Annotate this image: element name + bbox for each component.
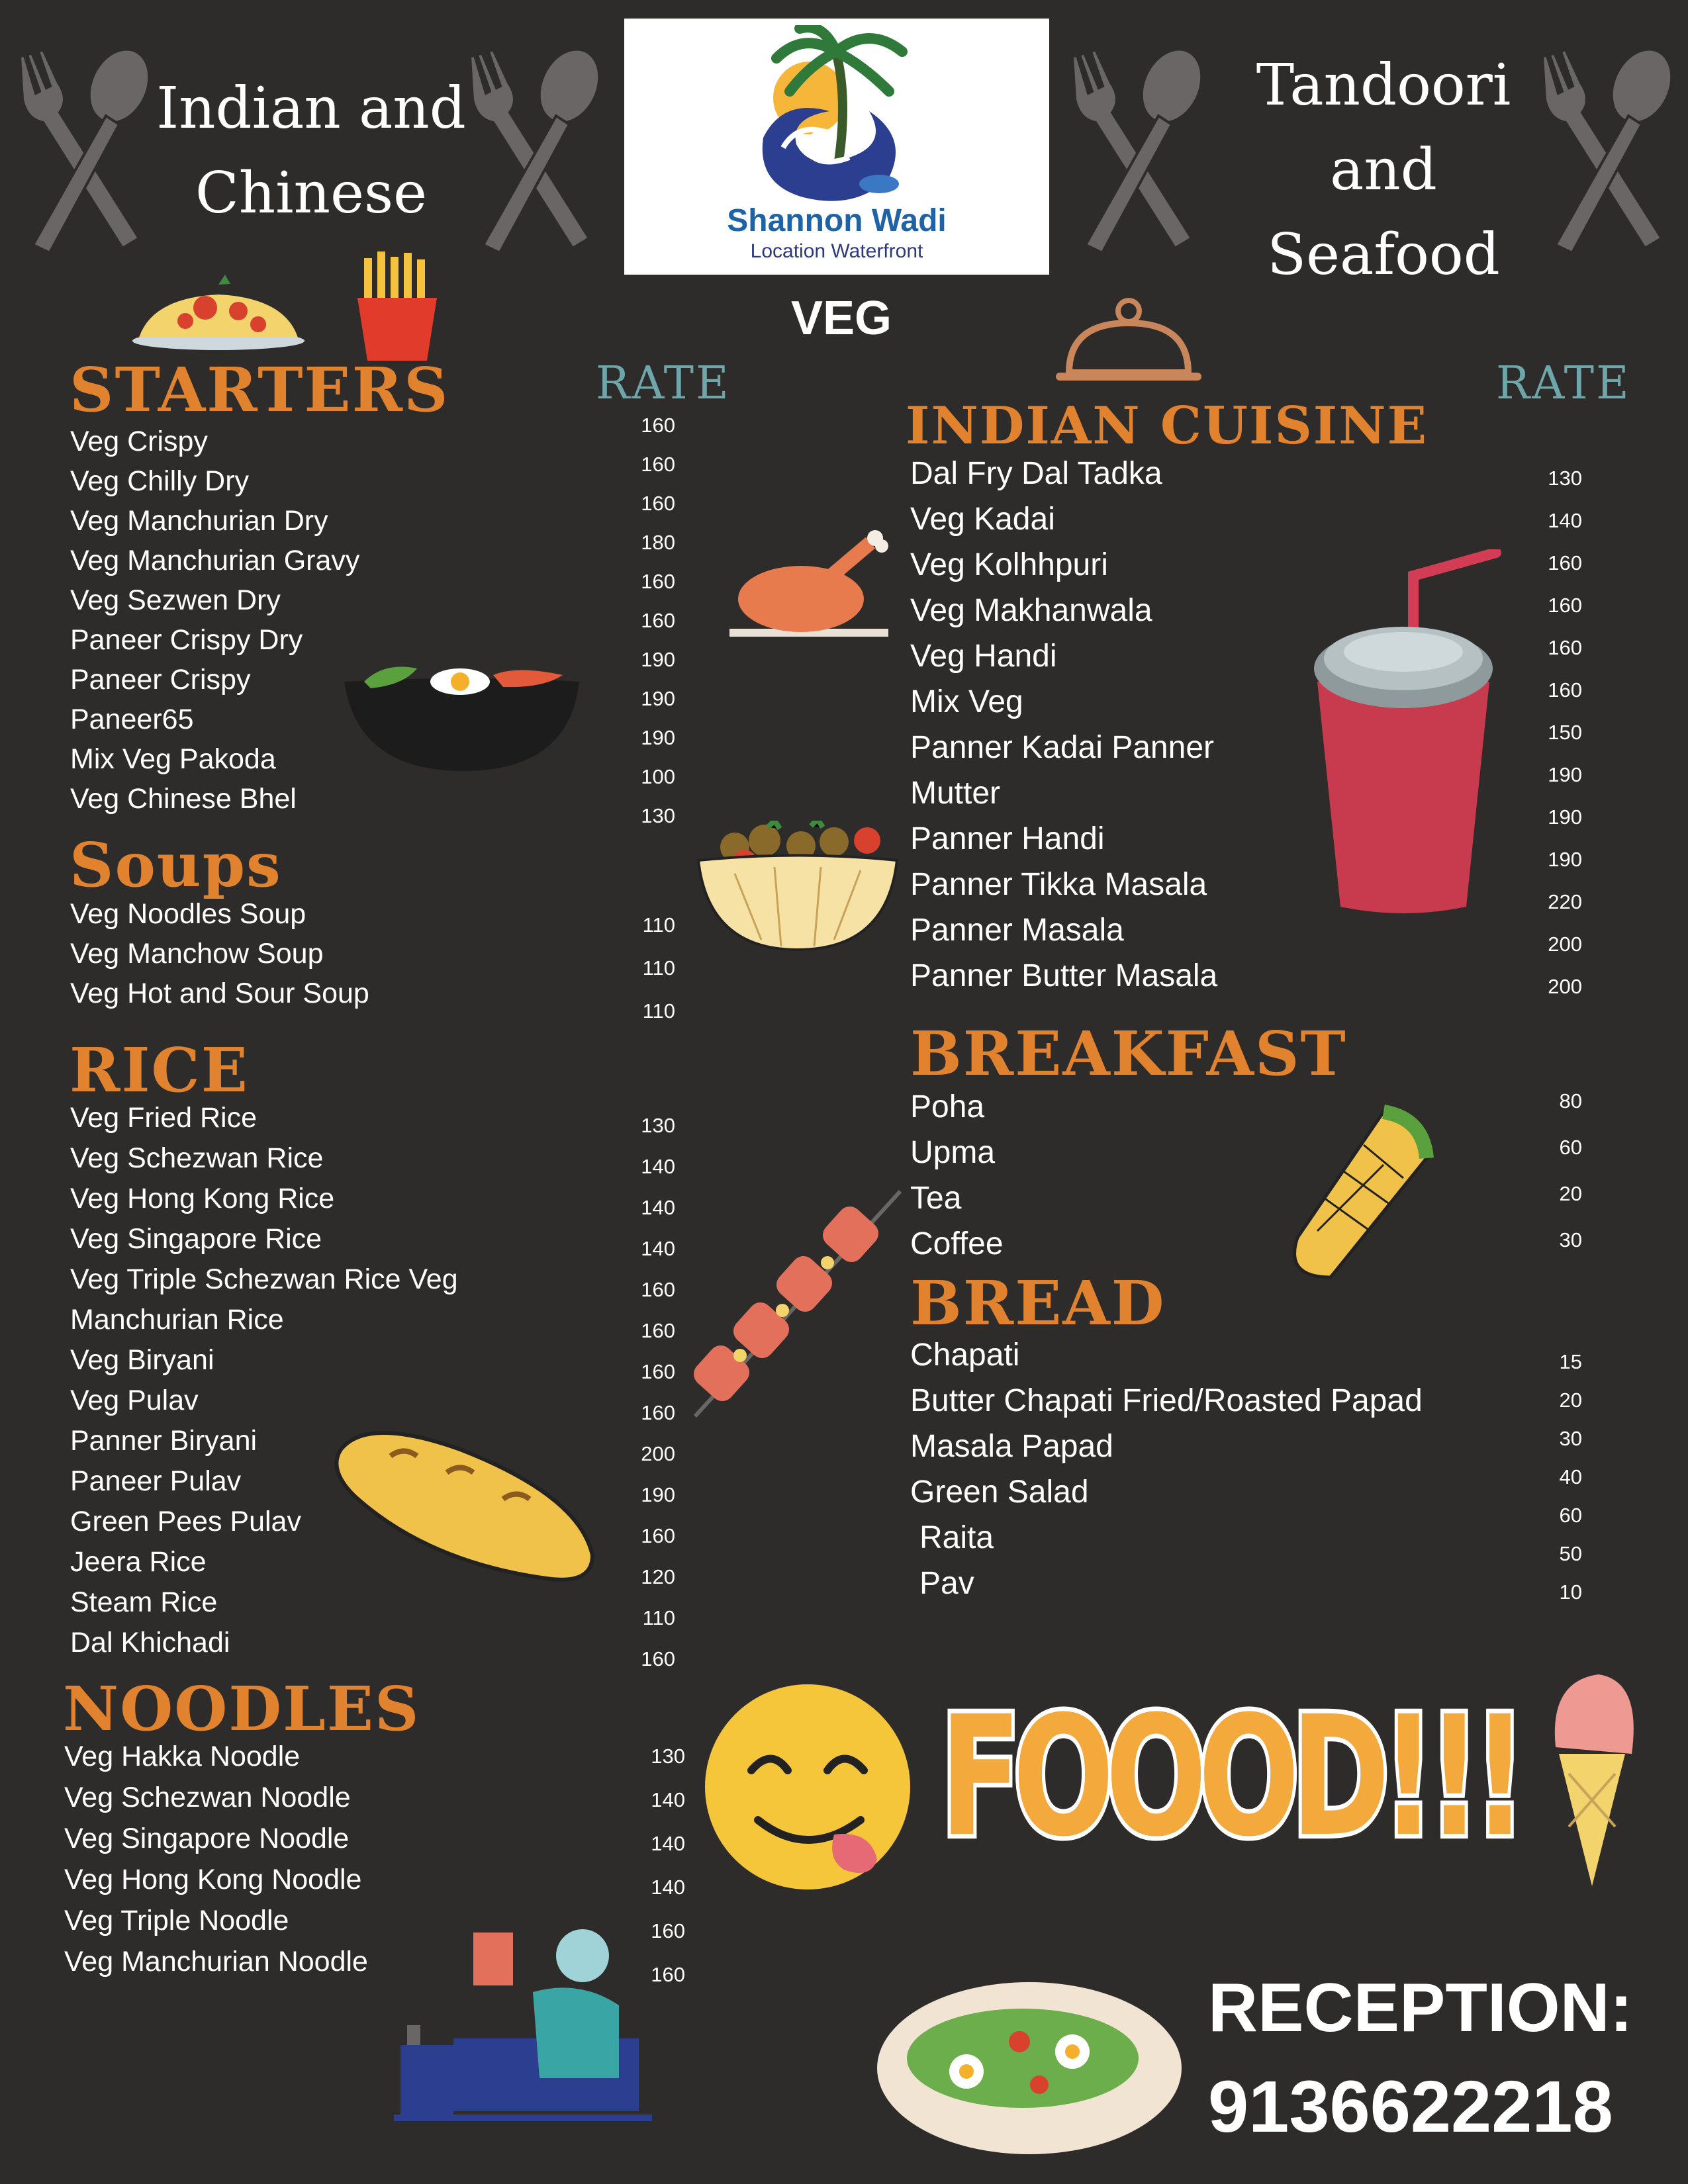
rate-header-right: RATE xyxy=(1496,357,1631,410)
soups-title: Soups xyxy=(70,829,282,901)
menu-item-name: Veg Handi xyxy=(910,639,1057,674)
burrito-icon xyxy=(1271,1092,1443,1284)
kebab-skewer-icon xyxy=(688,1185,907,1423)
right-title-line2: and xyxy=(1330,137,1437,203)
menu-item-name: Panner Kadai Panner xyxy=(910,730,1214,765)
menu-item-price: 190 xyxy=(1548,805,1582,829)
menu-item-price: 160 xyxy=(641,414,675,437)
veggie-bowl-icon xyxy=(695,821,900,953)
menu-item-price: 140 xyxy=(641,1196,675,1219)
menu-item-name: Poha xyxy=(910,1089,985,1124)
menu-item-name: Mix Veg xyxy=(910,684,1023,719)
menu-item-price: 80 xyxy=(1559,1089,1582,1113)
menu-item-price: 190 xyxy=(641,648,675,671)
menu-item-name: Veg Kolhhpuri xyxy=(910,547,1108,582)
menu-item-name: Veg Singapore Noodle xyxy=(64,1823,350,1854)
menu-item-price: 130 xyxy=(1548,467,1582,490)
menu-item-price: 160 xyxy=(641,1647,675,1670)
foood-sticker: FOOOD!!! xyxy=(940,1680,1519,1873)
menu-item-name: Panner Butter Masala xyxy=(910,958,1218,993)
left-title xyxy=(139,66,483,236)
menu-item-name: Veg Manchurian Gravy xyxy=(70,545,360,576)
menu-item-name: Veg Triple Schezwan Rice Veg xyxy=(70,1263,458,1295)
menu-item-name: Paneer Crispy xyxy=(70,664,251,696)
menu-item-price: 160 xyxy=(641,1401,675,1424)
indian-cuisine-title: INDIAN CUISINE xyxy=(906,396,1429,456)
menu-item-name: Steam Rice xyxy=(70,1586,218,1618)
menu-item-price: 190 xyxy=(641,1483,675,1506)
menu-item-name: Raita xyxy=(919,1520,994,1555)
menu-item-name: Veg Noodles Soup xyxy=(70,898,306,930)
fries-icon xyxy=(351,251,444,364)
salad-bowl-icon xyxy=(344,655,583,774)
menu-item-price: 160 xyxy=(1548,551,1582,574)
menu-item-price: 190 xyxy=(1548,763,1582,786)
menu-item-name: Veg Manchurian Noodle xyxy=(64,1946,368,1978)
menu-item-name: Veg Hot and Sour Soup xyxy=(70,978,369,1009)
menu-item-name: Paneer Pulav xyxy=(70,1465,242,1497)
menu-item-name: Veg Singapore Rice xyxy=(70,1223,322,1255)
fork-spoon-icon xyxy=(7,46,159,258)
menu-item-price: 160 xyxy=(641,1278,675,1301)
menu-item-name: Veg Fried Rice xyxy=(70,1102,258,1134)
menu-item-price: 60 xyxy=(1559,1136,1582,1159)
menu-item-name: Veg Hong Kong Rice xyxy=(70,1183,335,1214)
menu-item-price: 110 xyxy=(642,999,675,1023)
menu-item-price: 60 xyxy=(1559,1504,1582,1527)
menu-item-price: 200 xyxy=(641,1442,675,1465)
menu-item-price: 130 xyxy=(641,804,675,827)
menu-item-name: Veg Schezwan Noodle xyxy=(64,1782,351,1813)
menu-item-price: 160 xyxy=(1548,636,1582,659)
menu-item-name: Dal Fry Dal Tadka xyxy=(910,456,1162,491)
menu-item-name: Chapati xyxy=(910,1338,1020,1373)
logo-box xyxy=(624,19,1049,275)
rate-header-left: RATE xyxy=(596,357,731,410)
breakfast-title: BREAKFAST xyxy=(910,1018,1347,1089)
menu-item-price: 200 xyxy=(1548,975,1582,998)
menu-item-name: Mix Veg Pakoda xyxy=(70,743,276,775)
menu-item-price: 20 xyxy=(1559,1182,1582,1205)
reception-label: RECEPTION: xyxy=(1208,1970,1633,2046)
menu-item-price: 150 xyxy=(1548,721,1582,744)
menu-item-name: Dal Khichadi xyxy=(70,1627,230,1659)
menu-item-name: Pav xyxy=(919,1566,974,1601)
menu-item-name: Tea xyxy=(910,1181,962,1216)
menu-item-name: Green Pees Pulav xyxy=(70,1506,301,1537)
menu-item-price: 160 xyxy=(641,1524,675,1547)
menu-item-price: 200 xyxy=(1548,933,1582,956)
chef-icon xyxy=(394,1926,652,2124)
menu-item-name: Mutter xyxy=(910,776,1001,811)
menu-item-price: 50 xyxy=(1559,1542,1582,1565)
menu-item-price: 160 xyxy=(1548,594,1582,617)
menu-item-name: Veg Chilly Dry xyxy=(70,465,250,497)
bread-loaf-icon xyxy=(328,1410,606,1588)
right-title xyxy=(1218,43,1549,297)
menu-item-name: Green Salad xyxy=(910,1475,1089,1510)
right-title-line1: Tandoori xyxy=(1256,52,1511,118)
menu-item-price: 110 xyxy=(642,1606,675,1629)
menu-item-price: 40 xyxy=(1559,1465,1582,1488)
menu-item-price: 100 xyxy=(641,765,675,788)
menu-item-price: 30 xyxy=(1559,1228,1582,1251)
menu-item-price: 140 xyxy=(651,1788,685,1811)
menu-item-name: Paneer65 xyxy=(70,704,194,735)
menu-item-name: Veg Manchurian Dry xyxy=(70,505,328,537)
reception-phone: 9136622218 xyxy=(1208,2066,1613,2148)
menu-item-price: 15 xyxy=(1559,1350,1582,1373)
menu-item-price: 180 xyxy=(641,531,675,554)
menu-item-name: Paneer Crispy Dry xyxy=(70,624,303,656)
menu-item-price: 220 xyxy=(1548,890,1582,913)
starters-title: STARTERS xyxy=(70,354,449,426)
menu-item-name: Veg Crispy xyxy=(70,426,208,457)
menu-item-name: Veg Sezwen Dry xyxy=(70,584,281,616)
menu-item-name: Veg Triple Noodle xyxy=(64,1905,289,1936)
right-title-line3: Seafood xyxy=(1267,222,1500,288)
fork-spoon-icon xyxy=(1059,46,1211,258)
menu-item-price: 160 xyxy=(641,1360,675,1383)
menu-item-name: Panner Tikka Masala xyxy=(910,867,1207,902)
menu-item-price: 30 xyxy=(1559,1427,1582,1450)
menu-item-price: 160 xyxy=(651,1919,685,1942)
menu-item-price: 160 xyxy=(641,609,675,632)
rice-title: RICE xyxy=(70,1034,249,1106)
menu-item-name: Veg Hakka Noodle xyxy=(64,1741,301,1772)
menu-item-price: 140 xyxy=(651,1832,685,1855)
menu-item-name: Panner Biryani xyxy=(70,1425,258,1457)
menu-item-price: 190 xyxy=(641,726,675,749)
pasta-plate-icon xyxy=(126,271,311,357)
menu-item-name: Manchurian Rice xyxy=(70,1304,284,1336)
menu-item-price: 10 xyxy=(1559,1580,1582,1604)
logo-graphic xyxy=(737,25,935,217)
menu-item-price: 160 xyxy=(641,492,675,515)
menu-item-name: Butter Chapati Fried/Roasted Papad xyxy=(910,1383,1423,1418)
menu-item-name: Veg Chinese Bhel xyxy=(70,783,297,815)
menu-item-price: 140 xyxy=(1548,509,1582,532)
menu-item-name: Veg Kadai xyxy=(910,502,1055,537)
left-title-line2: Chinese xyxy=(195,160,427,226)
menu-type: VEG xyxy=(791,292,892,345)
menu-item-name: Jeera Rice xyxy=(70,1546,207,1578)
drink-cup-icon xyxy=(1297,549,1509,920)
menu-item-name: Veg Makhanwala xyxy=(910,593,1152,628)
smiley-tongue-icon xyxy=(702,1681,914,1893)
menu-item-name: Upma xyxy=(910,1135,996,1170)
left-title-line1: Indian and xyxy=(156,75,466,142)
menu-item-price: 110 xyxy=(642,913,675,936)
menu-item-name: Coffee xyxy=(910,1226,1004,1261)
menu-item-price: 160 xyxy=(641,570,675,593)
menu-item-price: 130 xyxy=(641,1114,675,1137)
menu-item-price: 120 xyxy=(641,1565,675,1588)
menu-item-name: Veg Schezwan Rice xyxy=(70,1142,324,1174)
menu-item-name: Veg Hong Kong Noodle xyxy=(64,1864,362,1895)
ice-cream-icon xyxy=(1542,1668,1642,1893)
menu-item-price: 140 xyxy=(641,1237,675,1260)
menu-item-name: Masala Papad xyxy=(910,1429,1113,1464)
menu-item-price: 140 xyxy=(641,1155,675,1178)
logo-name: Shannon Wadi xyxy=(727,203,947,238)
menu-item-price: 160 xyxy=(1548,678,1582,702)
menu-item-price: 110 xyxy=(642,956,675,979)
menu-item-price: 160 xyxy=(641,1319,675,1342)
menu-item-price: 160 xyxy=(641,453,675,476)
menu-item-price: 190 xyxy=(1548,848,1582,871)
menu-item-price: 20 xyxy=(1559,1388,1582,1412)
menu-item-name: Veg Biryani xyxy=(70,1344,214,1376)
menu-item-price: 190 xyxy=(641,687,675,710)
cloche-icon xyxy=(1049,296,1208,389)
salad-plate-icon xyxy=(874,1979,1185,2158)
menu-item-price: 140 xyxy=(651,1876,685,1899)
menu-item-name: Veg Manchow Soup xyxy=(70,938,324,970)
menu-item-name: Veg Pulav xyxy=(70,1385,199,1416)
menu-item-price: 130 xyxy=(651,1745,685,1768)
logo-tagline: Location Waterfront xyxy=(750,240,923,262)
menu-item-name: Panner Masala xyxy=(910,913,1124,948)
menu-item-name: Panner Handi xyxy=(910,821,1105,856)
menu-item-price: 160 xyxy=(651,1963,685,1986)
bread-title: BREAD xyxy=(910,1267,1166,1339)
roast-chicken-icon xyxy=(728,526,894,645)
fork-spoon-icon xyxy=(1529,46,1681,258)
noodles-title: NOODLES xyxy=(63,1673,420,1745)
